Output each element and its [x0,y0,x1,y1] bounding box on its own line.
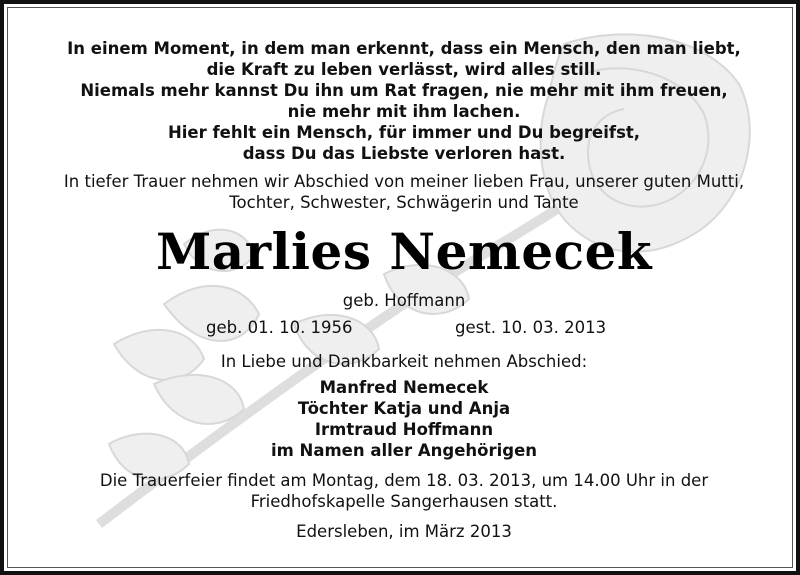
mourner-line: im Namen aller Angehörigen [270,441,538,460]
place-date: Edersleben, im März 2013 [296,522,512,541]
poem-line: Niemals mehr kannst Du ihn um Rat fragen, nie mehr mit ihm freuen, [80,81,728,100]
poem-line: dass Du das Liebste verloren hast. [242,144,566,163]
poem-line: die Kraft zu leben verlässt, wird alles still. [206,60,602,79]
poem-line: Hier fehlt ein Mensch, für immer und Du begreifst, [167,123,641,142]
birth-name: geb. Hoffmann [342,291,466,310]
deceased-name: Marlies Nemecek [155,222,653,281]
mourner-line: Manfred Nemecek [319,378,489,397]
mourner-line: Irmtraud Hoffmann [314,420,494,439]
intro-line: In tiefer Trauer nehmen wir Abschied von meiner lieben Frau, unserer guten Mutti, [63,172,745,191]
mourner-line: Töchter Katja und Anja [297,399,511,418]
poem-line: In einem Moment, in dem man erkennt, dass ein Mensch, den man liebt, [67,39,741,58]
intro-line: Tochter, Schwester, Schwägerin und Tante [229,193,579,212]
funeral-line: Friedhofskapelle Sangerhausen statt. [250,492,558,511]
birth-date: geb. 01. 10. 1956 [206,318,353,337]
funeral-line: Die Trauerfeier findet am Montag, dem 18. 03. 2013, um 14.00 Uhr in der [99,471,709,490]
poem-line: nie mehr mit ihm lachen. [287,102,521,121]
farewell-intro: In Liebe und Dankbarkeit nehmen Abschied: [220,352,588,371]
death-date: gest. 10. 03. 2013 [455,318,607,337]
